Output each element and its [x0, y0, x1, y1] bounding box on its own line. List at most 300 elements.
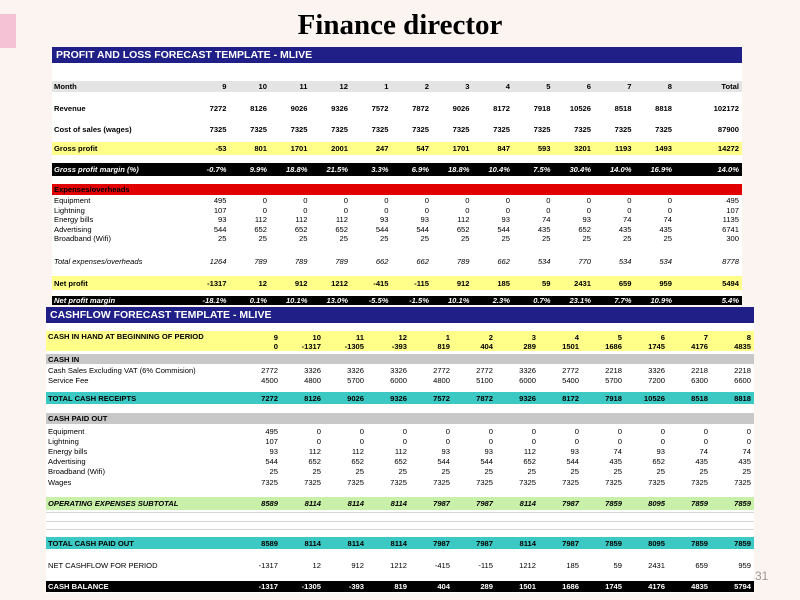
- pl-expenses-header: [52, 184, 742, 195]
- cf-cash-out-row-cell: 7325: [433, 477, 450, 487]
- pl-expense-row-cell: 0: [262, 205, 267, 215]
- cf-opening-cell: [625, 331, 668, 351]
- pl-expense-row-cell: 25: [258, 234, 267, 244]
- pl-expense-row-cell: 544: [213, 224, 227, 234]
- pl-expense-row-cell: 652: [456, 224, 470, 234]
- cf-total-paid-out-row-cell: 8114: [519, 538, 536, 548]
- cf-title-bar: CASHFLOW FORECAST TEMPLATE - MLIVE: [46, 307, 754, 323]
- pl-net-margin-row-cell: -18.1%: [202, 296, 227, 305]
- pl-expense-row-cell: 112: [295, 215, 308, 225]
- pl-month-row-cell: 5: [546, 82, 551, 91]
- cf-cash-out-header-label: CASH PAID OUT: [48, 414, 108, 423]
- cf-cash-in-row-cell: 6300: [691, 375, 708, 385]
- cf-cash-out-row: [46, 457, 754, 467]
- cf-cash-balance-row-cell: 1501: [519, 582, 536, 591]
- cf-opening-value: 1501: [562, 342, 579, 351]
- cf-op-subtotal-row-cell: 8114: [519, 499, 536, 508]
- cf-cash-out-row-cell: 0: [660, 426, 665, 436]
- pl-net-margin-row-cell: 23.1%: [569, 296, 591, 305]
- pl-cost-row-cell: 7325: [452, 125, 470, 134]
- pl-net-profit-row-cell: 959: [659, 278, 672, 288]
- pl-net-profit-row-cell: 912: [456, 278, 470, 288]
- pl-cost-row-cell: 87900: [717, 125, 739, 134]
- cf-cash-out-row-cell: 0: [531, 426, 536, 436]
- cf-cash-out-row-cell: 25: [527, 467, 536, 477]
- cf-cash-in-row-cell: 2772: [476, 365, 493, 375]
- pl-expense-row-cell: 652: [294, 224, 308, 234]
- cf-cash-out-row: [46, 467, 754, 477]
- pl-revenue-row-cell: 10526: [569, 104, 591, 113]
- pl-expense-row-cell: 495: [726, 196, 739, 206]
- cf-cash-out-row-cell: 0: [402, 436, 407, 446]
- pl-gross-profit-row-cell: 1701: [290, 144, 308, 153]
- pl-total-expenses-row-cell: 1264: [209, 257, 227, 266]
- pl-total-expenses-row-cell: 534: [537, 257, 551, 266]
- cf-cash-out-row-cell: 25: [398, 467, 407, 477]
- pl-cost-row-cell: 7325: [412, 125, 429, 134]
- pl-month-row-label: Month: [54, 82, 77, 91]
- cf-cash-out-row-cell: 93: [570, 446, 579, 456]
- cf-cash-in-header-label: CASH IN: [48, 354, 80, 364]
- cashflow-sheet: [46, 307, 754, 593]
- pl-net-profit-row-cell: 12: [258, 278, 267, 288]
- cf-op-subtotal-row-cell: 8095: [648, 499, 665, 508]
- cf-total-paid-out-row-cell: 7987: [433, 538, 450, 548]
- cf-cash-out-row-cell: 74: [742, 446, 751, 456]
- pl-expense-row-cell: 0: [667, 196, 672, 206]
- pl-cost-row-cell: 7325: [533, 125, 551, 134]
- pl-cost-row-cell: 7325: [209, 125, 227, 134]
- pl-net-profit-row-label: Net profit: [54, 278, 88, 288]
- cf-op-subtotal-row-cell: 8114: [304, 499, 321, 508]
- pl-expense-row-cell: 435: [659, 224, 672, 234]
- cf-cash-in-row-cell: 3326: [390, 365, 407, 375]
- cf-cash-in-row-cell: 2772: [433, 365, 450, 375]
- cf-cash-out-row-cell: 0: [488, 436, 493, 446]
- cf-cash-out-row-cell: 652: [394, 457, 407, 467]
- pl-gross-margin-row-cell: -0.7%: [206, 165, 227, 174]
- cf-cash-balance-row-cell: -1317: [258, 582, 278, 591]
- cf-opening-cell: [668, 331, 711, 351]
- cf-net-cashflow-row-cell: 185: [566, 560, 579, 570]
- pl-expense-row-cell: 0: [546, 205, 551, 215]
- grid-line: [46, 512, 754, 513]
- cf-cash-out-row-cell: 25: [312, 467, 321, 477]
- cf-cash-balance-row-cell: -1305: [301, 582, 321, 591]
- pl-expense-row-cell: 0: [424, 205, 429, 215]
- cf-cash-in-row-cell: 3326: [519, 365, 536, 375]
- cf-cash-balance-row-cell: 819: [394, 582, 407, 591]
- pl-month-row-cell: 11: [299, 82, 308, 91]
- cf-cash-out-row-cell: 0: [574, 436, 579, 446]
- cf-cash-in-row-cell: 3326: [304, 365, 321, 375]
- pl-revenue-row-label: Revenue: [54, 104, 86, 113]
- cf-opening-cell: [281, 331, 324, 351]
- pl-net-profit-row-cell: 5494: [722, 278, 739, 288]
- cf-cash-out-header: [46, 413, 754, 424]
- cf-total-receipts-row: [46, 392, 754, 404]
- cf-cash-out-row-cell: 0: [359, 436, 364, 446]
- pl-gross-margin-row-cell: 14.0%: [717, 165, 739, 174]
- cf-cash-out-row-cell: 0: [316, 426, 321, 436]
- cf-total-receipts-row-cell: 8818: [734, 393, 751, 403]
- pl-expense-row-cell: 25: [339, 234, 348, 244]
- pl-gross-margin-row: [52, 163, 742, 176]
- cf-total-receipts-row-cell: 8172: [562, 393, 579, 403]
- cf-opening-month: 11: [355, 333, 364, 342]
- cf-cash-out-row-cell: 74: [699, 446, 708, 456]
- cf-cash-out-row-cell: 25: [570, 467, 579, 477]
- cf-cash-out-row-cell: 435: [609, 457, 622, 467]
- pl-expense-row-cell: 544: [416, 224, 429, 234]
- pl-revenue-row-cell: 7918: [533, 104, 551, 113]
- pl-revenue-row-cell: 8126: [250, 104, 267, 113]
- cf-opening-cell: [711, 331, 754, 351]
- pl-cost-row-cell: 7325: [250, 125, 267, 134]
- cf-opening-month: 3: [531, 333, 536, 342]
- pl-expense-row-cell: 107: [213, 205, 227, 215]
- pl-revenue-row-cell: 9326: [331, 104, 348, 113]
- cf-cash-balance-row-cell: 1686: [562, 582, 579, 591]
- pl-month-row-cell: 4: [505, 82, 510, 91]
- pl-expense-row-cell: 544: [497, 224, 510, 234]
- pl-cost-row-cell: 7325: [331, 125, 348, 134]
- cf-total-receipts-row-cell: 8518: [691, 393, 708, 403]
- pl-revenue-row-cell: 9026: [290, 104, 308, 113]
- cf-opening-value: 1745: [648, 342, 665, 351]
- cf-cash-out-row-label: Advertising: [48, 457, 86, 467]
- cf-cash-out-row-cell: 544: [265, 457, 278, 467]
- pl-gross-margin-row-cell: 21.5%: [326, 165, 348, 174]
- cf-cash-in-row-label: Cash Sales Excluding VAT (6% Commision): [48, 365, 196, 375]
- pl-net-profit-row-cell: 59: [542, 278, 551, 288]
- cf-cash-out-row-cell: 0: [660, 436, 665, 446]
- cf-cash-out-row-cell: 93: [484, 446, 493, 456]
- cf-op-subtotal-row-cell: 8114: [390, 499, 407, 508]
- pl-cost-row-cell: 7325: [290, 125, 308, 134]
- cf-opening-month: 4: [574, 333, 579, 342]
- cf-cash-out-row-cell: 93: [441, 446, 450, 456]
- cf-cash-balance-row-cell: 4835: [691, 582, 708, 591]
- pl-cost-row-label: Cost of sales (wages): [54, 125, 132, 134]
- pl-cost-row-cell: 7325: [371, 125, 389, 134]
- pl-total-expenses-row-cell: 770: [578, 257, 591, 266]
- pl-month-row-cell: 10: [258, 82, 267, 91]
- pl-expense-row-cell: 25: [663, 234, 672, 244]
- cf-cash-balance-row-cell: 289: [480, 582, 493, 591]
- cf-total-paid-out-row-cell: 8095: [648, 538, 665, 548]
- pl-gross-profit-row-cell: 1701: [452, 144, 470, 153]
- pl-gross-profit-row: [52, 142, 742, 155]
- cf-cash-out-row-label: Wages: [48, 477, 72, 487]
- cf-cash-in-row-cell: 3326: [648, 365, 665, 375]
- cf-op-subtotal-row-cell: 7987: [562, 499, 579, 508]
- pl-expense-row-cell: 112: [457, 215, 470, 225]
- cf-opening-value: 289: [523, 342, 536, 351]
- pl-net-margin-row-cell: -5.5%: [368, 296, 389, 305]
- pl-net-margin-row-cell: 2.3%: [492, 296, 510, 305]
- cf-net-cashflow-row: [46, 559, 754, 571]
- pl-gross-margin-row-cell: 7.5%: [533, 165, 551, 174]
- cf-cash-in-row-cell: 2772: [562, 365, 579, 375]
- cf-cash-balance-row-cell: 4176: [648, 582, 665, 591]
- pl-expense-row-cell: 25: [582, 234, 591, 244]
- cf-total-paid-out-row-cell: 7859: [734, 538, 751, 548]
- cf-cash-out-row-cell: 652: [308, 457, 321, 467]
- pl-net-profit-row-cell: 185: [497, 278, 510, 288]
- pl-gross-margin-row-cell: 16.9%: [650, 165, 672, 174]
- cf-net-cashflow-row-cell: -115: [478, 560, 493, 570]
- pl-expense-row-cell: 300: [726, 234, 739, 244]
- cf-opening-value: 1686: [605, 342, 622, 351]
- pl-gross-profit-row-cell: 1193: [615, 144, 632, 153]
- cf-cash-out-row-cell: 435: [695, 457, 708, 467]
- pl-month-row-cell: 2: [424, 82, 429, 91]
- cf-cash-out-row-cell: 112: [394, 446, 407, 456]
- cf-cash-out-row-cell: 652: [351, 457, 364, 467]
- pl-gross-margin-row-cell: 10.4%: [488, 165, 510, 174]
- cf-total-receipts-row-cell: 9026: [347, 393, 364, 403]
- pl-gross-margin-row-cell: 6.9%: [411, 165, 429, 174]
- pl-net-margin-row-cell: -1.5%: [409, 296, 429, 305]
- pl-expense-row-cell: 74: [663, 215, 672, 225]
- cf-opening-cell: [582, 331, 625, 351]
- pl-revenue-row-cell: 7572: [371, 104, 389, 113]
- pl-total-expenses-row-cell: 789: [254, 257, 267, 266]
- pl-net-profit-row-cell: -115: [414, 278, 429, 288]
- pl-gross-profit-row-cell: 2001: [331, 144, 348, 153]
- pl-month-row-cell: 9: [222, 82, 227, 91]
- cf-cash-out-row-cell: 0: [445, 426, 450, 436]
- cf-cash-out-row-cell: 0: [574, 426, 579, 436]
- cf-cash-in-row-cell: 5700: [605, 375, 622, 385]
- cf-cash-balance-row-cell: -393: [348, 582, 364, 591]
- cf-total-receipts-row-cell: 7872: [476, 393, 493, 403]
- cf-total-paid-out-row-cell: 7859: [605, 538, 622, 548]
- cf-opening-month: 2: [488, 333, 493, 342]
- cf-op-subtotal-row-cell: 8114: [347, 499, 364, 508]
- pl-net-margin-row-cell: 0.1%: [249, 296, 267, 305]
- pl-net-profit-row-cell: 1212: [331, 278, 348, 288]
- pl-net-margin-row-cell: 13.0%: [326, 296, 348, 305]
- pl-expense-row-cell: 0: [384, 205, 389, 215]
- cf-opening-cell: [367, 331, 410, 351]
- pl-gross-profit-row-cell: 847: [497, 144, 510, 153]
- pl-gross-profit-row-cell: 1493: [655, 144, 672, 153]
- cf-cash-out-row-cell: 495: [265, 426, 278, 436]
- cf-cash-balance-row-cell: 5794: [734, 582, 751, 591]
- pl-expense-row-cell: 0: [343, 205, 348, 215]
- pl-cost-row-cell: 7325: [574, 125, 591, 134]
- pl-expense-row-label: Equipment: [54, 196, 91, 206]
- cf-op-subtotal-row-cell: 7859: [605, 499, 622, 508]
- cf-cash-out-row-cell: 25: [699, 467, 708, 477]
- cf-net-cashflow-row-cell: 2431: [648, 560, 665, 570]
- pl-expense-row-cell: 74: [623, 215, 632, 225]
- cf-net-cashflow-row-cell: -415: [434, 560, 450, 570]
- cf-cash-out-row-cell: 112: [351, 446, 364, 456]
- cf-opening-month: 1: [445, 333, 450, 342]
- cf-opening-value: 4835: [734, 342, 751, 351]
- cf-cash-out-row-cell: 544: [437, 457, 450, 467]
- cf-cash-out-row-cell: 25: [656, 467, 665, 477]
- pl-expense-row-cell: 25: [218, 234, 227, 244]
- pl-expense-row-cell: 0: [424, 196, 429, 206]
- cf-net-cashflow-row-cell: 1212: [519, 560, 536, 570]
- cf-cash-in-row-cell: 4800: [433, 375, 450, 385]
- cf-cash-out-row-cell: 0: [359, 426, 364, 436]
- pl-expense-row-cell: 107: [726, 205, 739, 215]
- pl-expense-row-cell: 652: [254, 224, 267, 234]
- cf-cash-in-row-cell: 6000: [519, 375, 536, 385]
- pl-expense-row-cell: 93: [380, 215, 389, 225]
- cf-cash-out-row-cell: 652: [652, 457, 665, 467]
- cf-total-receipts-row-cell: 9326: [519, 393, 536, 403]
- pl-total-expenses-row-cell: 662: [416, 257, 429, 266]
- pl-expense-row-label: Energy bills: [54, 215, 94, 225]
- cf-net-cashflow-row-cell: 912: [351, 560, 364, 570]
- cf-total-paid-out-row-cell: 7859: [691, 538, 708, 548]
- cf-cash-balance-row-cell: 404: [437, 582, 450, 591]
- pl-net-profit-row-cell: 2431: [574, 278, 591, 288]
- cf-total-receipts-row-cell: 7272: [261, 393, 278, 403]
- cf-cash-out-row-cell: 74: [613, 446, 622, 456]
- pl-net-profit-row-cell: 659: [618, 278, 632, 288]
- cf-cash-in-row-cell: 2218: [605, 365, 622, 375]
- pl-expense-row-label: Advertising: [54, 224, 92, 234]
- pl-gross-margin-row-cell: 30.4%: [569, 165, 591, 174]
- pl-gross-margin-row-cell: 18.8%: [447, 165, 470, 174]
- pl-net-margin-row: [52, 296, 742, 305]
- cf-cash-out-row-cell: 93: [269, 446, 278, 456]
- cf-cash-out-row-cell: 25: [484, 467, 493, 477]
- pl-expense-row-cell: 93: [582, 215, 591, 225]
- cf-cash-in-row-cell: 4800: [304, 375, 321, 385]
- cf-opening-month: 8: [746, 333, 751, 342]
- pl-expense-row-cell: 0: [546, 196, 551, 206]
- pl-expenses-header-label: Expenses/overheads: [54, 185, 130, 194]
- pl-total-expenses-row-cell: 662: [497, 257, 510, 266]
- cf-cash-out-row-cell: 0: [531, 436, 536, 446]
- cf-total-paid-out-row-cell: 8114: [347, 538, 364, 548]
- pl-revenue-row-cell: 7272: [209, 104, 227, 113]
- cf-opening-row: [46, 331, 754, 351]
- pl-revenue-row-cell: 8518: [614, 104, 632, 113]
- cf-opening-value: 0: [273, 342, 278, 351]
- cf-cash-out-row-cell: 25: [355, 467, 364, 477]
- cf-op-subtotal-row-cell: 7987: [476, 499, 493, 508]
- cf-cash-in-row-cell: 2218: [691, 365, 708, 375]
- cf-net-cashflow-row-cell: 659: [695, 560, 708, 570]
- pl-net-margin-row-cell: 10.1%: [285, 296, 308, 305]
- cf-net-cashflow-row-cell: 59: [613, 560, 622, 570]
- cf-total-receipts-row-cell: 9326: [390, 393, 407, 403]
- cf-total-paid-out-row-cell: 7987: [562, 538, 579, 548]
- pl-expense-row-cell: 74: [542, 215, 551, 225]
- pl-net-profit-row-cell: -1317: [207, 278, 227, 288]
- pl-net-profit-row-cell: 912: [294, 278, 308, 288]
- cf-total-paid-out-row-cell: 8114: [304, 538, 321, 548]
- pl-expense-row-cell: 0: [627, 196, 632, 206]
- pl-revenue-row: [52, 103, 742, 114]
- pl-net-profit-row-cell: -415: [373, 278, 389, 288]
- pl-month-row-cell: 8: [667, 82, 672, 91]
- pl-expense-row-cell: 25: [420, 234, 429, 244]
- cf-opening-month: 12: [398, 333, 407, 342]
- pl-expense-row-cell: 0: [627, 205, 632, 215]
- pl-expense-row-cell: 25: [380, 234, 389, 244]
- cf-cash-in-row-cell: 3326: [347, 365, 364, 375]
- cf-op-subtotal-row-cell: 8589: [261, 499, 278, 508]
- cf-opening-month: 7: [703, 333, 708, 342]
- pl-total-expenses-row-cell: 534: [618, 257, 632, 266]
- pl-expense-row-cell: 652: [578, 224, 591, 234]
- cf-cash-out-row-cell: 7325: [691, 477, 708, 487]
- pl-expense-row-cell: 112: [335, 215, 348, 225]
- pl-total-expenses-row-cell: 8778: [722, 257, 739, 266]
- pl-cost-row: [52, 124, 742, 135]
- cf-cash-balance-row-label: CASH BALANCE: [48, 582, 109, 591]
- pl-expense-row-cell: 0: [465, 196, 470, 206]
- cf-cash-out-row-label: Equipment: [48, 426, 85, 436]
- cf-total-receipts-row-cell: 8126: [304, 393, 321, 403]
- pl-expense-row-cell: 25: [501, 234, 510, 244]
- pl-total-expenses-row-cell: 789: [294, 257, 308, 266]
- pl-expense-row-cell: 25: [461, 234, 470, 244]
- pl-net-margin-row-cell: 10.9%: [650, 296, 672, 305]
- pl-month-row-cell: 7: [627, 82, 632, 91]
- cf-cash-out-row-cell: 544: [480, 457, 493, 467]
- pl-expense-row: [52, 215, 742, 225]
- pl-revenue-row-cell: 102172: [713, 104, 739, 113]
- pl-month-row-cell: 3: [465, 82, 470, 91]
- pl-expense-row-cell: 93: [420, 215, 429, 225]
- pl-total-expenses-row-cell: 534: [659, 257, 672, 266]
- pl-total-expenses-row: [52, 256, 742, 267]
- cf-net-cashflow-row-cell: -1317: [258, 560, 278, 570]
- pl-net-margin-row-cell: 0.7%: [533, 296, 551, 305]
- cf-op-subtotal-row-label: OPERATING EXPENSES SUBTOTAL: [48, 499, 179, 508]
- pl-expense-row-cell: 0: [586, 196, 591, 206]
- cf-opening-label: CASH IN HAND AT BEGINNING OF PERIOD: [48, 332, 204, 341]
- cf-cash-out-row-cell: 112: [308, 446, 321, 456]
- profit-loss-sheet: [52, 47, 742, 305]
- cf-opening-cell: [410, 331, 453, 351]
- cf-cash-out-row-cell: 93: [656, 446, 665, 456]
- pl-month-row-cell: 6: [586, 82, 591, 91]
- cf-cash-in-row-cell: 4500: [261, 375, 278, 385]
- pl-total-expenses-row-cell: 789: [456, 257, 470, 266]
- cf-total-receipts-row-cell: 10526: [643, 393, 665, 403]
- cf-cash-out-row-cell: 7325: [519, 477, 536, 487]
- cf-total-paid-out-row-cell: 8114: [390, 538, 407, 548]
- pl-expense-row-cell: 435: [537, 224, 551, 234]
- cf-cash-out-row-cell: 7325: [605, 477, 622, 487]
- cf-opening-value: 819: [437, 342, 450, 351]
- cf-opening-value: 404: [480, 342, 493, 351]
- cf-cash-in-row-label: Service Fee: [48, 375, 89, 385]
- cf-cash-out-row-label: Broadband (Wifi): [48, 467, 105, 477]
- cf-cash-out-row-label: Lightning: [48, 436, 79, 446]
- pl-revenue-row-cell: 9026: [452, 104, 470, 113]
- pl-expense-row: [52, 225, 742, 235]
- pl-month-row-cell: Total: [721, 82, 739, 91]
- cf-opening-cell: [539, 331, 582, 351]
- pl-gross-margin-row-cell: 14.0%: [609, 165, 632, 174]
- pl-total-expenses-row-label: Total expenses/overheads: [54, 257, 143, 266]
- grid-line: [46, 521, 754, 522]
- cf-op-subtotal-row-cell: 7859: [734, 499, 751, 508]
